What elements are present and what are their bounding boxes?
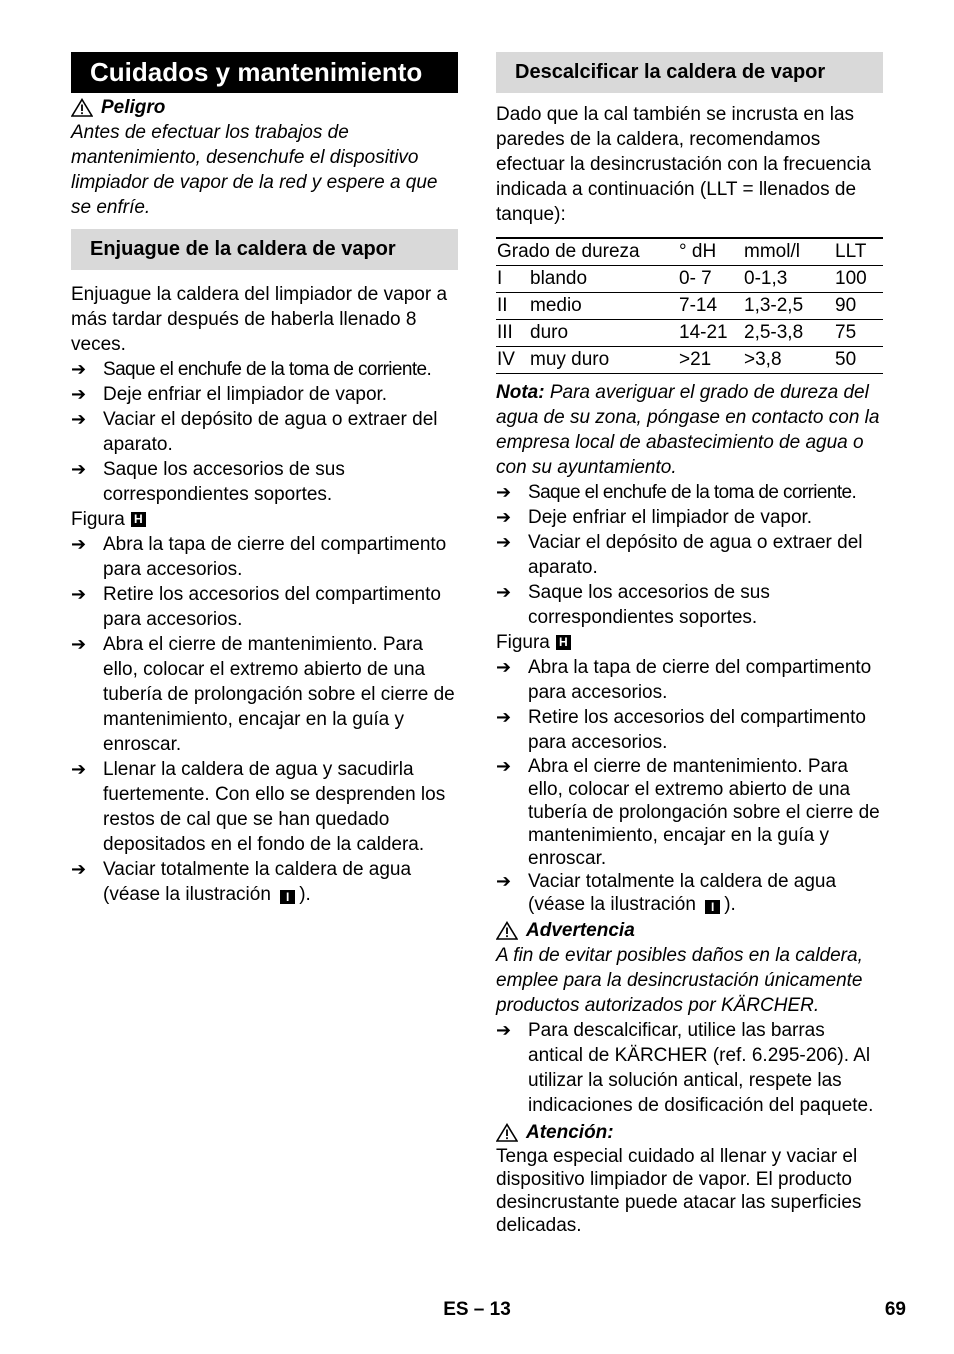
- table-header: mmol/l: [743, 238, 834, 266]
- arrow-right-icon: ➔: [71, 859, 87, 879]
- figure-reference: [496, 630, 883, 655]
- step-text-pre: Vaciar totalmente la caldera de agua (véase la ilustración: [103, 859, 412, 905]
- table-header: Grado de dureza: [496, 238, 678, 266]
- step-text: [103, 857, 458, 907]
- descale-intro: Dado que la cal también se incrusta en las paredes de la caldera, recomendamos efectuar la desincrustación con la frecuencia indicada a continuación (LLT = llenados de tanque):: [496, 104, 871, 225]
- list-item: [71, 582, 458, 632]
- step-text: Saque los accesorios de sus correspondientes soportes.: [528, 582, 770, 628]
- note-label: Nota:: [496, 382, 545, 403]
- arrow-right-icon: ➔: [71, 384, 87, 404]
- table-header-row: [496, 238, 883, 266]
- illustration-badge: I: [280, 890, 295, 904]
- warning-text: A fin de evitar posibles daños en la caldera, emplee para la desincrustación únicamente productos autorizados por KÄRCHER.: [496, 945, 863, 1016]
- arrow-right-icon: ➔: [71, 759, 87, 779]
- list-item: [496, 755, 883, 870]
- step-text: Abra el cierre de mantenimiento. Para ello, colocar el extremo abierto de una tubería de prolongación sobre el cierre de mantenimiento, encajar en la guía y enroscar.: [528, 756, 880, 869]
- table-cell: 100: [834, 266, 883, 293]
- figure-letter-badge: H: [131, 512, 146, 527]
- step-text: Saque los accesorios de sus correspondientes soportes.: [103, 459, 345, 505]
- caution-text: Tenga especial cuidado al llenar y vaciar el dispositivo limpiador de vapor. El producto desincrustante puede atacar las superficies delicadas.: [496, 1146, 862, 1236]
- list-item: [496, 1018, 883, 1118]
- arrow-right-icon: ➔: [496, 871, 512, 891]
- danger-text: Antes de efectuar los trabajos de mantenimiento, desenchufe el dispositivo limpiador de vapor de la red y espere a que se enfríe.: [71, 122, 438, 218]
- table-cell: duro: [529, 320, 678, 347]
- warning-triangle-icon: [496, 921, 518, 940]
- step-text: Llenar la caldera de agua y sacudirla fuertemente. Con ello se desprenden los restos de cal que se han quedado depositados en el fondo de la caldera.: [103, 759, 446, 855]
- arrow-right-icon: ➔: [71, 634, 87, 654]
- table-cell: III: [496, 320, 529, 347]
- step-text-post: ).: [724, 894, 736, 915]
- arrow-right-icon: ➔: [496, 582, 512, 602]
- arrow-right-icon: ➔: [496, 657, 512, 677]
- arrow-right-icon: ➔: [71, 584, 87, 604]
- figure-letter-badge: H: [556, 635, 571, 650]
- table-cell: >3,8: [743, 347, 834, 374]
- list-item: [71, 382, 458, 407]
- step-text-post: ).: [299, 884, 311, 905]
- table-header: ° dH: [678, 238, 743, 266]
- list-item: [71, 532, 458, 582]
- table-cell: 50: [834, 347, 883, 374]
- list-item: [496, 530, 883, 580]
- step-text: Vaciar el depósito de agua o extraer del aparato.: [528, 532, 863, 578]
- table-cell: IV: [496, 347, 529, 374]
- table-row: [496, 266, 883, 293]
- arrow-right-icon: ➔: [496, 707, 512, 727]
- figure-label: Figura: [496, 632, 550, 653]
- warning-heading: [496, 918, 883, 943]
- table-row: [496, 320, 883, 347]
- list-item: [496, 655, 883, 705]
- table-cell: medio: [529, 293, 678, 320]
- hardness-table: [496, 237, 883, 374]
- list-item: [496, 705, 883, 755]
- step-text: Saque el enchufe de la toma de corriente.: [103, 359, 432, 380]
- arrow-right-icon: ➔: [71, 359, 87, 379]
- footer-section-page: ES – 13: [443, 1299, 511, 1320]
- step-text: Saque el enchufe de la toma de corriente.: [528, 482, 857, 503]
- note-text: Para averiguar el grado de dureza del agua de su zona, póngase en contacto con la empresa local de abastecimiento de agua o con su ayuntamiento.: [496, 382, 880, 478]
- arrow-right-icon: ➔: [71, 534, 87, 554]
- step-text: Abra el cierre de mantenimiento. Para ello, colocar el extremo abierto de una tubería de prolongación sobre el cierre de mantenimiento, encajar en la guía y enroscar.: [103, 634, 455, 755]
- arrow-right-icon: ➔: [71, 409, 87, 429]
- arrow-right-icon: ➔: [71, 459, 87, 479]
- list-item: [71, 407, 458, 457]
- step-text: Retire los accesorios del compartimento para accesorios.: [103, 584, 441, 630]
- table-row: [496, 293, 883, 320]
- step-text: Abra la tapa de cierre del compartimento para accesorios.: [103, 534, 447, 580]
- step-text: Retire los accesorios del compartimento para accesorios.: [528, 707, 866, 753]
- arrow-right-icon: ➔: [496, 756, 512, 776]
- page-footer: [0, 1297, 954, 1323]
- step-text: Vaciar el depósito de agua o extraer del aparato.: [103, 409, 438, 455]
- step-text: [528, 870, 883, 916]
- left-column: [71, 52, 458, 907]
- list-item: [496, 480, 883, 505]
- list-item: [496, 580, 883, 630]
- right-column: [496, 52, 883, 1237]
- list-item: [71, 632, 458, 757]
- section-title-descale: Descalcificar la caldera de vapor: [496, 52, 883, 93]
- figure-reference: [71, 507, 458, 532]
- table-cell: blando: [529, 266, 678, 293]
- table-cell: >21: [678, 347, 743, 374]
- arrow-right-icon: ➔: [496, 532, 512, 552]
- table-cell: I: [496, 266, 529, 293]
- danger-label: Peligro: [101, 97, 166, 118]
- list-item: [71, 457, 458, 507]
- list-item: [496, 505, 883, 530]
- table-cell: 0-1,3: [743, 266, 834, 293]
- illustration-badge: I: [705, 900, 720, 914]
- table-cell: 2,5-3,8: [743, 320, 834, 347]
- caution-heading: [496, 1120, 883, 1145]
- section-title-rinse: Enjuague de la caldera de vapor: [71, 229, 458, 270]
- list-item: [71, 857, 458, 907]
- rinse-intro: Enjuague la caldera del limpiador de vapor a más tardar después de haberla llenado 8 veces.: [71, 284, 448, 355]
- arrow-right-icon: ➔: [496, 507, 512, 527]
- page-title: Cuidados y mantenimiento: [71, 52, 458, 93]
- table-cell: 7-14: [678, 293, 743, 320]
- warning-label: Advertencia: [526, 920, 635, 941]
- caution-label: Atención:: [526, 1122, 614, 1143]
- step-text: Deje enfriar el limpiador de vapor.: [103, 384, 388, 405]
- figure-label: Figura: [71, 509, 125, 530]
- warning-triangle-icon: [496, 1123, 518, 1142]
- step-text: Para descalcificar, utilice las barras antical de KÄRCHER (ref. 6.295-206). Al utilizar la solución antical, respete las indicaciones de dosificación del paquete.: [528, 1020, 874, 1116]
- table-cell: II: [496, 293, 529, 320]
- arrow-right-icon: ➔: [496, 482, 512, 502]
- page-number: 69: [884, 1299, 906, 1320]
- list-item: [496, 870, 883, 916]
- table-header: LLT: [834, 238, 883, 266]
- table-cell: 1,3-2,5: [743, 293, 834, 320]
- table-cell: 14-21: [678, 320, 743, 347]
- table-cell: muy duro: [529, 347, 678, 374]
- step-text-pre: Vaciar totalmente la caldera de agua (véase la ilustración: [528, 871, 837, 915]
- table-cell: 90: [834, 293, 883, 320]
- table-cell: 0- 7: [678, 266, 743, 293]
- warning-triangle-icon: [71, 98, 93, 117]
- step-text: Abra la tapa de cierre del compartimento para accesorios.: [528, 657, 872, 703]
- note-paragraph: [496, 380, 883, 480]
- danger-heading: [71, 95, 458, 120]
- list-item: [71, 357, 458, 382]
- table-cell: 75: [834, 320, 883, 347]
- table-row: [496, 347, 883, 374]
- arrow-right-icon: ➔: [496, 1020, 512, 1040]
- step-text: Deje enfriar el limpiador de vapor.: [528, 507, 813, 528]
- list-item: [71, 757, 458, 857]
